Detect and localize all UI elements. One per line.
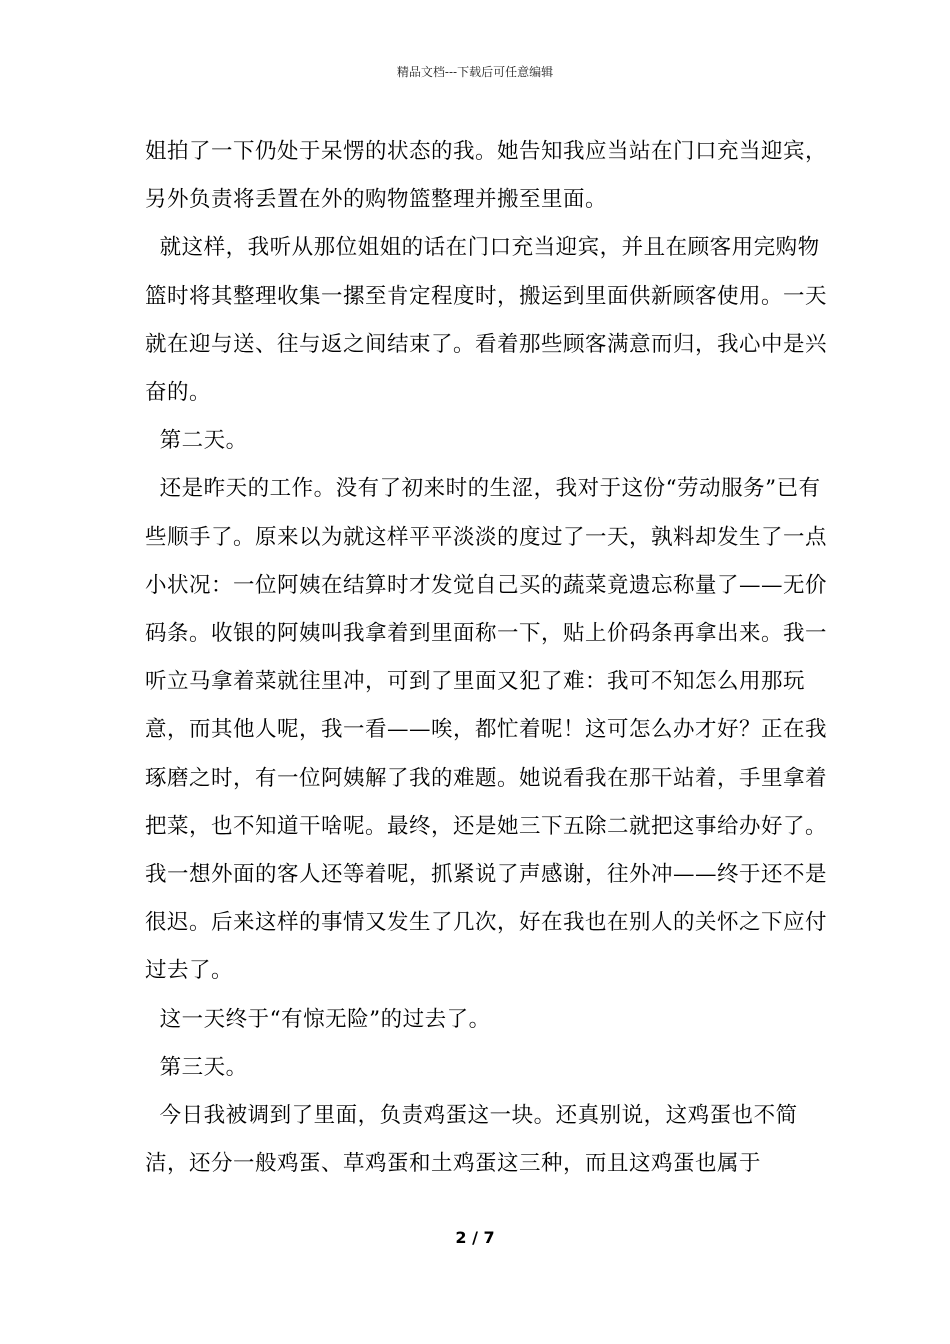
paragraph-7: 今日我被调到了里面，负责鸡蛋这一块。还真别说，这鸡蛋也不简洁，还分一般鸡蛋、草鸡蛋和土鸡蛋这三种，而且这鸡蛋也属于 xyxy=(145,1103,798,1177)
page-header: 精品文档---下载后可任意编辑 xyxy=(396,65,554,79)
paragraph-2: 就这样，我听从那位姐姐的话在门口充当迎宾，并且在顾客用完购物篮时将其整理收集一摞至肯定程度时，搬运到里面供新顾客使用。一天就在迎与送、往与返之间结束了。看着那些顾客满意而归，我心中是兴奋的。 xyxy=(145,235,828,406)
paragraph-1: 姐拍了一下仍处于呆愣的状态的我。她告知我应当站在门口充当迎宾，另外负责将丢置在外的购物篮整理并搬至里面。 xyxy=(145,139,828,213)
paragraph-4: 还是昨天的工作。没有了初来时的生涩，我对于这份“劳动服务”已有些顺手了。原来以为就这样平平淡淡的度过了一天，孰料却发生了一点小状况：一位阿姨在结算时才发觉自己买的蔬菜竟遗忘称量了——无价码条。收银的阿姨叫我拿着到里面称一下，贴上价码条再拿出来。我一听立马拿着菜就往里冲，可到了里面又犯了难：我可不知怎么用那玩意，而其他人呢，我一看——唉，都忙着呢！这可怎么办才好？正在我琢磨之时，有一位阿姨解了我的难题。她说看我在那干站着，手里拿着把菜，也不知道干啥呢。最终，还是她三下五除二就把这事给办好了。我一想外面的客人还等着呢，抓紧说了声感谢，往外冲——终于还不是很迟。后来这样的事情又发生了几次，好在我也在别人的关怀之下应付过去了。 xyxy=(145,476,828,984)
paragraph-3: 第二天。 xyxy=(145,428,248,454)
document-body xyxy=(145,128,835,1188)
paragraph-5: 这一天终于“有惊无险”的过去了。 xyxy=(145,1006,491,1032)
page-number: 2 / 7 xyxy=(455,1228,495,1247)
paragraph-6: 第三天。 xyxy=(145,1054,248,1080)
